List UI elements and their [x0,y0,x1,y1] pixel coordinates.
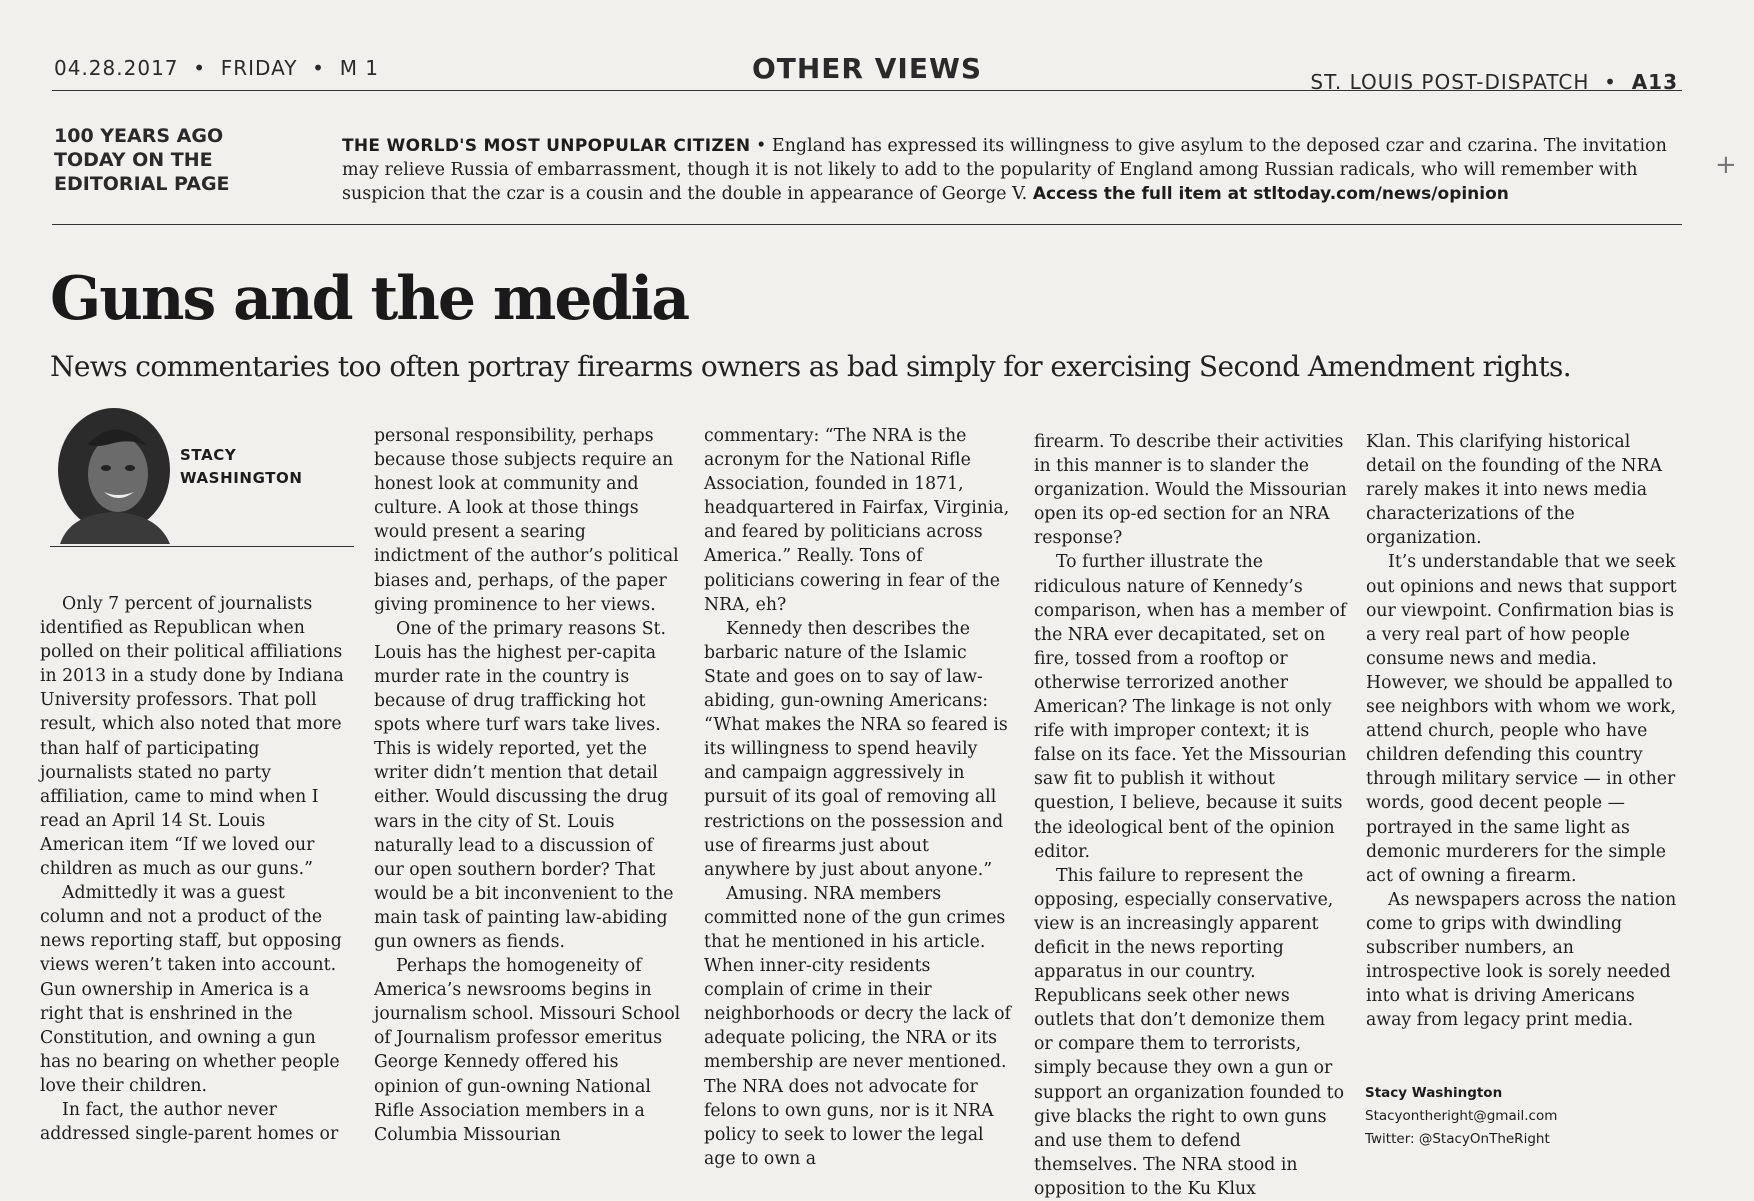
article-column-5 [1366,430,1682,1032]
paragraph: Kennedy then describes the barbaric nature of the Islamic State and goes on to say of law-abiding, gun-owning Americans: “What makes the NRA so feared is its willingness to spend heavily and campaign aggressively in pursuit of its goal of removing all restrictions on the possession and use of firearms just about anywhere by just about anyone.” [704,618,1008,880]
article-dek: News commentaries too often portray firearms owners as bad simply for exercising Second Amendment rights. [50,350,1572,383]
blurb-heading: THE WORLD'S MOST UNPOPULAR CITIZEN [342,136,751,156]
signature-email[interactable]: Stacyontheright@gmail.com [1365,1108,1558,1124]
article-column-4 [1034,430,1348,1201]
paragraph: Admittedly it was a guest column and not a product of the news reporting staff, but opposing views weren’t taken into account. Gun ownership in America is a right that is enshrined in the Constitution, and owning a gun has no bearing on whether people love their children. [40,883,342,1096]
masthead-paper-info: ST. LOUIS POST-DISPATCH • A13 [1310,70,1678,94]
registration-mark-icon: + [1715,150,1737,180]
hundred-years-label [54,124,274,196]
paragraph: In fact, the author never addressed single-parent homes or [40,1099,339,1145]
article-column-1 [40,592,350,1146]
author-signature [1365,1082,1557,1151]
paragraph: As newspapers across the nation come to grips with dwindling subscriber numbers, an introspective look is sorely needed into what is driving Americans away from legacy print media. [1366,889,1677,1031]
paragraph: personal responsibility, perhaps because those subjects require an honest look at community and culture. A look at those things would present a searing indictment of the author’s political biases and, perhaps, of the paper giving prominence to her views. [374,426,679,615]
label-line-2: TODAY ON THE [54,149,213,171]
blurb-body: England has expressed its willingness to give asylum to the deposed czar and czarina. The invitation may relieve Russia of embarrassment, though it is not likely to add to the popularity of England among Russian radicals, who will remember with suspicion that the czar is a cousin and the double in appearance of George V. [342,136,1667,204]
article-headline: Guns and the media [50,264,689,334]
section-title: OTHER VIEWS [751,52,983,85]
paragraph: Only 7 percent of journalists identified as Republican when polled on their political affiliations in 2013 in a study done by Indiana University professors. That poll result, which also noted that more than half of participating journalists stated no party affiliation, came to mind when I read an April 14 St. Louis American item “If we loved our children as much as our guns.” [40,594,344,880]
paper-name: ST. LOUIS POST-DISPATCH [1310,70,1590,94]
author-last-name: WASHINGTON [180,469,303,487]
page-number: A13 [1631,70,1678,94]
paragraph: To further illustrate the ridiculous nature of Kennedy’s comparison, when has a member of the NRA ever decapitated, set on fire, tossed from a rooftop or otherwise terrorized another American? The linkage is not only rife with improper context; it is false on its face. Yet the Missourian saw fit to publish it without question, I believe, because it suits the ideological bent of the opinion editor. [1034,552,1347,862]
paragraph: Klan. This clarifying historical detail on the founding of the NRA rarely makes it into news media characterizations of the organization. [1366,432,1662,549]
label-line-1: 100 YEARS AGO [54,125,224,147]
author-byline [180,444,303,490]
signature-name: Stacy Washington [1365,1085,1503,1101]
paragraph: Perhaps the homogeneity of America’s newsrooms begins in journalism school. Missouri School of Journalism professor emeritus George Kennedy offered his opinion of gun-owning National Rifle Association members in a Columbia Missourian [374,956,681,1145]
article-column-2 [374,424,684,1147]
label-line-3: EDITORIAL PAGE [54,173,230,195]
author-box [50,404,354,547]
masthead-day: FRIDAY [220,56,298,80]
masthead-date: 04.28.2017 [54,56,179,80]
masthead-edition: M 1 [339,56,380,80]
blurb-access-link[interactable]: Access the full item at stltoday.com/news/opinion [1032,184,1509,204]
hundred-years-blurb: THE WORLD'S MOST UNPOPULAR CITIZEN • England has expressed its willingness to give asylum to the deposed czar and czarina. The invitation may relieve Russia of embarrassment, though it is not likely to add to the popularity of England among Russian radicals, who will remember with suspicion that the czar is a cousin and the double in appearance of George V. Access the full item at stltoday.com/news/opinion [342,136,1667,204]
article-column-3 [704,424,1014,1171]
masthead [52,50,1682,94]
hundred-years-ago-box [52,124,1682,225]
paragraph: One of the primary reasons St. Louis has the highest per-capita murder rate in the country is because of drug trafficking hot spots where turf wars take lives. This is widely reported, yet the writer didn’t mention that detail either. Would discussing the drug wars in the city of St. Louis naturally lead to a discussion of our open southern border? That would be a bit inconvenient to the main task of painting law-abiding gun owners as fiends. [374,618,674,952]
masthead-dateline: 04.28.2017 • FRIDAY • M 1 [54,56,380,80]
paragraph: It’s understandable that we seek out opinions and news that support our viewpoint. Confirmation bias is a very real part of how people consume news and media. However, we should be appalled to see neighbors with whom we work, attend church, people who have children defending this country through military service — in other words, good decent people — portrayed in the same light as demonic murderers for the simple act of owning a firearm. [1366,552,1677,886]
paragraph: This failure to represent the opposing, especially conservative, view is an increasingly apparent deficit in the news reporting apparatus in our country. Republicans seek other news outlets that don’t demonize them or compare them to terrorists, simply because they own a gun or support an organization founded to give blacks the right to own guns and use them to defend themselves. The NRA stood in opposition to the Ku Klux [1034,865,1344,1199]
paragraph: firearm. To describe their activities in this manner is to slander the organization. Would the Missourian open its op-ed section for an NRA response? [1034,432,1347,549]
author-photo [50,404,180,544]
paragraph: Amusing. NRA members committed none of the gun crimes that he mentioned in his article. When inner-city residents complain of crime in their neighborhoods or decry the lack of adequate policing, the NRA or its membership are never mentioned. The NRA does not advocate for felons to own guns, nor is it NRA policy to seek to lower the legal age to own a [704,883,1011,1169]
signature-twitter[interactable]: Twitter: @StacyOnTheRight [1365,1131,1550,1147]
author-first-name: STACY [180,446,237,464]
paragraph: commentary: “The NRA is the acronym for the National Rifle Association, founded in 1871, headquartered in Fairfax, Virginia, and feared by politicians across America.” Really. Tons of politicians cowering in fear of the NRA, eh? [704,426,1010,615]
